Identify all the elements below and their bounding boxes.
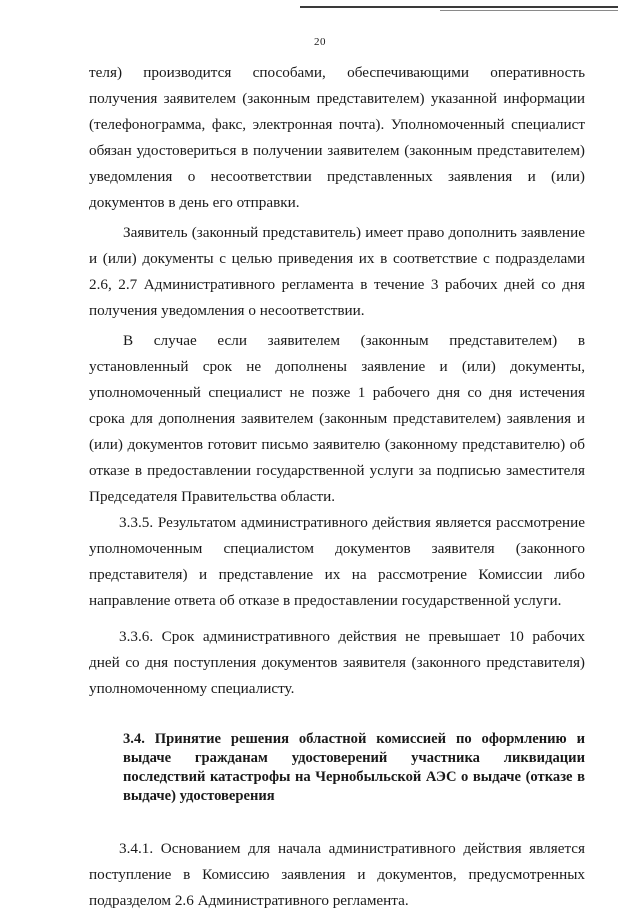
- header-rule: [300, 6, 618, 8]
- paragraph-3-3-5: 3.3.5. Результатом административного действия является рассмотрение уполномоченным специалистом документов заявителя (законного представителя) и представление их на рассмотрение Комиссии либо направление ответа об отказе в предоставлении государственной услуги.: [89, 514, 585, 609]
- paragraph-3-3-6: 3.3.6. Срок административного действия не превышает 10 рабочих дней со дня поступления документов заявителя (законного представителя) уполномоченному специалисту.: [89, 628, 585, 697]
- section-heading-3-4: 3.4. Принятие решения областной комиссией по оформлению и выдаче гражданам удостоверений участника ликвидации последствий катастрофы на Чернобыльской АЭС о выдаче (отказе в выдаче) удостоверения: [123, 731, 585, 804]
- header-rule-thin: [440, 10, 618, 11]
- page-number: 20: [314, 36, 326, 48]
- paragraph-3-4-1: 3.4.1. Основанием для начала административного действия является поступление в Комиссию заявления и документов, предусмотренных подразделом 2.6 Административного регламента.: [89, 840, 585, 909]
- paragraph-refusal-letter: В случае если заявителем (законным представителем) в установленный срок не дополнены заявление и (или) документы, уполномоченный специалист не позже 1 рабочего дня со дня истечения срока для дополнения заявителем (законным представителем) заявления и (или) документов готовит письмо заявителю (законному представителю) об отказе в предоставлении государственной услуги за подписью заместителя Председателя Правительства области.: [89, 332, 585, 505]
- document-body: [89, 60, 585, 914]
- paragraph-right-to-supplement: Заявитель (законный представитель) имеет право дополнить заявление и (или) документы с целью приведения их в соответствие с подразделами 2.6, 2.7 Административного регламента в течение 3 рабочих дней со дня получения уведомления о несоответствии.: [89, 224, 585, 319]
- paragraph-continuation: теля) производится способами, обеспечивающими оперативность получения заявителем (законным представителем) указанной информации (телефонограмма, факс, электронная почта). Уполномоченный специалист обязан удостовериться в получении заявителем (законным представителем) уведомления о несоответствии представленных заявления и (или) документов в день его отправки.: [89, 64, 585, 211]
